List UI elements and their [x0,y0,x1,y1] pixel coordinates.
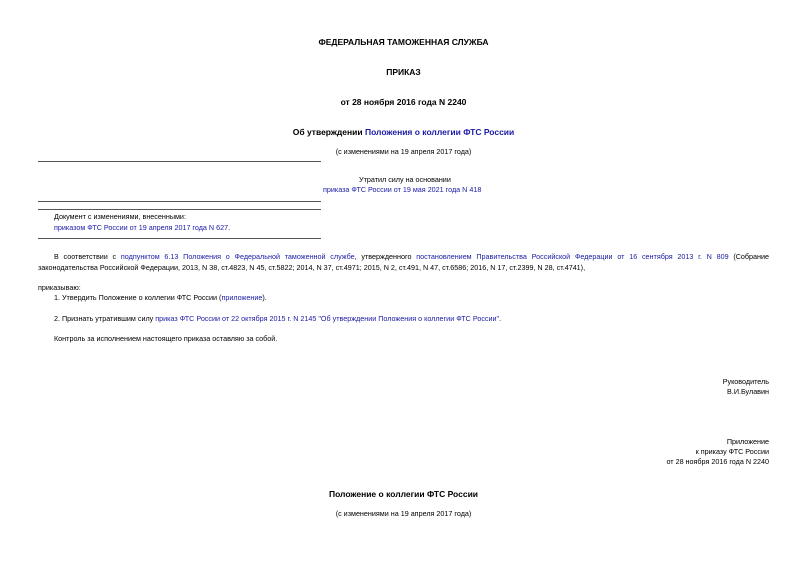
divider [38,209,321,210]
amend-line [54,223,230,232]
divider [38,201,321,202]
subpoint-613-link[interactable]: подпунктом 6.13 Положения о Федеральной таможенной службе [120,252,355,261]
order-2145-link[interactable]: приказ ФТС России от 22 октября 2015 г. N 2145 "Об утверждении Положения о коллегии ФТС России" [155,314,500,323]
agency-name: ФЕДЕРАЛЬНАЯ ТАМОЖЕННАЯ СЛУЖБА [318,37,489,47]
amend-label: Документ с изменениями, внесенными: [54,212,186,221]
appendix-order-ref: к приказу ФТС России [695,447,769,456]
preamble-text: В соответствии с [54,252,121,261]
amend-suffix: . [228,223,231,232]
divider [38,238,321,239]
document-title-prefix: Об утверждении [292,127,365,137]
lost-force-link[interactable] [323,185,481,194]
appendix-amended-note: (с изменениями на 19 апреля 2017 года) [335,509,472,518]
lost-force-label: Утратил силу на основании [359,175,451,184]
appendix-order-date: от 28 ноября 2016 года N 2240 [666,457,769,466]
order-item-1 [54,293,267,302]
item-text: 2. Признать утратившим силу [54,314,156,323]
item-text: . [499,314,502,323]
amended-note: (с изменениями на 19 апреля 2017 года) [335,147,472,156]
appendix-title: Положение о коллегии ФТС России [328,489,479,499]
order-418-link[interactable]: приказа ФТС России от 19 мая 2021 года N 418 [323,185,482,194]
item-text: ). [262,293,267,302]
preamble-text: , утвержденного [354,252,417,261]
preamble-paragraph [38,252,769,273]
order-item-2 [54,314,501,323]
divider [38,161,321,162]
signatory-position: Руководитель [722,377,769,386]
prikazyvayu: приказываю: [38,283,81,292]
document-date-number: от 28 ноября 2016 года N 2240 [340,97,467,107]
order-627-link[interactable]: приказом ФТС России от 19 апреля 2017 года N 627 [54,223,229,232]
document-type: ПРИКАЗ [386,67,421,77]
control-clause: Контроль за исполнением настоящего приказа оставляю за собой. [54,334,278,343]
appendix-link[interactable]: приложение [221,293,263,302]
resolution-809-link[interactable]: постановлением Правительства Российской Федерации от 16 сентября 2013 г. N 809 [416,252,729,261]
document-title [0,127,807,137]
signatory-name: В.И.Булавин [727,387,769,396]
preamble-text: (Собрание законодательства Российской Федерации, 2013, N 38, ст.4823, N 45, ст.5822; 2014, N 37, ст.4971; 2015, N 2, ст.491, N 47, ст.6586; 2016, N 17, ст.2399, N 28, ст.4741), [38,252,770,272]
appendix-label: Приложение [726,437,769,446]
item-text: 1. Утвердить Положение о коллегии ФТС России ( [54,293,222,302]
regulation-link[interactable]: Положения о коллегии ФТС России [364,127,515,137]
